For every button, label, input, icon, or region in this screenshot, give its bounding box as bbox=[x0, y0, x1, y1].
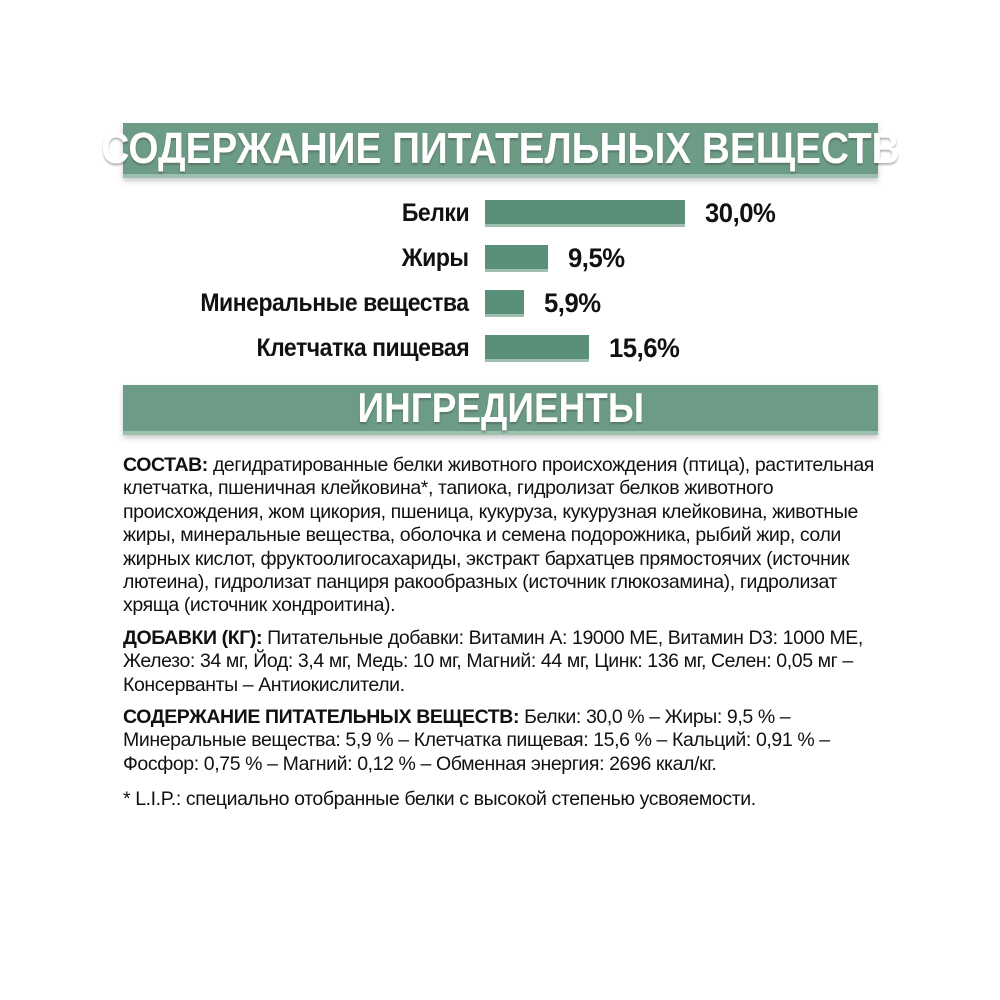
bar-value: 30,0% bbox=[705, 198, 776, 228]
chart-row bbox=[123, 290, 878, 317]
composition-section-label: СОСТАВ: bbox=[123, 454, 208, 476]
nutrient-content-text: Белки: 30,0 % – Жиры: 9,5 % – Минеральные вещества: 5,9 % – Клетчатка пищевая: 15,6 % – Кальций: 0,91 % – Фосфор: 0,75 % – Магний: 0,12 % – Обменная энергия: 2696 ккал/кг. bbox=[123, 706, 830, 775]
chart-row bbox=[123, 245, 878, 272]
bar-label: Белки bbox=[401, 199, 469, 227]
bar-label: Клетчатка пищевая bbox=[256, 334, 469, 362]
additives-text: Питательные добавки: Витамин A: 19000 МЕ, Витамин D3: 1000 МЕ, Железо: 34 мг, Йод: 3,4 мг, Медь: 10 мг, Магний: 44 мг, Цинк: 136 мг, Селен: 0,05 мг – Консерванты – Антиокислители. bbox=[123, 626, 863, 696]
composition-paragraph bbox=[123, 454, 878, 618]
lip-footnote: * L.I.P.: специально отобранные белки с высокой степенью усвояемости. bbox=[123, 788, 756, 811]
ingredients-header-title: ИНГРЕДИЕНТЫ bbox=[357, 384, 644, 431]
ingredients-header-banner bbox=[123, 385, 878, 435]
bar bbox=[485, 290, 524, 317]
bar bbox=[485, 335, 589, 362]
nutrition-header-banner bbox=[101, 123, 900, 178]
bar-label: Минеральные вещества bbox=[200, 289, 469, 317]
bar bbox=[485, 200, 685, 227]
composition-text: дегидратированные белки животного происхождения (птица), растительная клетчатка, пшеничная клейковина*, тапиока, гидролизат белков животного происхождения, жом цикория, пшеница, кукуруза, кукурузная клейковина, животные жиры, минеральные вещества, оболочка и семена подорожника, рыбий жир, соли жирных кислот, фруктоолигосахариды, экстракт бархатцев прямостоячих (источник лютеина), гидролизат панциря ракообразных (источник глюкозамина), гидролизат хряща (источник хондроитина). bbox=[123, 454, 874, 617]
nutrient-content-section-label: СОДЕРЖАНИЕ ПИТАТЕЛЬНЫХ ВЕЩЕСТВ: bbox=[123, 706, 520, 729]
bar-value: 15,6% bbox=[609, 333, 680, 363]
bar-label: Жиры bbox=[402, 244, 469, 272]
additives-section-label: ДОБАВКИ (КГ): bbox=[123, 626, 263, 649]
nutrition-header-title: СОДЕРЖАНИЕ ПИТАТЕЛЬНЫХ ВЕЩЕСТВ bbox=[101, 123, 900, 173]
bar-value: 9,5% bbox=[568, 243, 625, 273]
chart-row bbox=[123, 335, 878, 362]
nutrient-bar-chart bbox=[123, 200, 878, 362]
additives-paragraph bbox=[123, 627, 878, 697]
nutrient-content-paragraph bbox=[123, 706, 878, 776]
bar bbox=[485, 245, 548, 272]
bar-value: 5,9% bbox=[544, 288, 601, 318]
label-text-block bbox=[123, 454, 878, 812]
chart-row bbox=[123, 200, 878, 227]
